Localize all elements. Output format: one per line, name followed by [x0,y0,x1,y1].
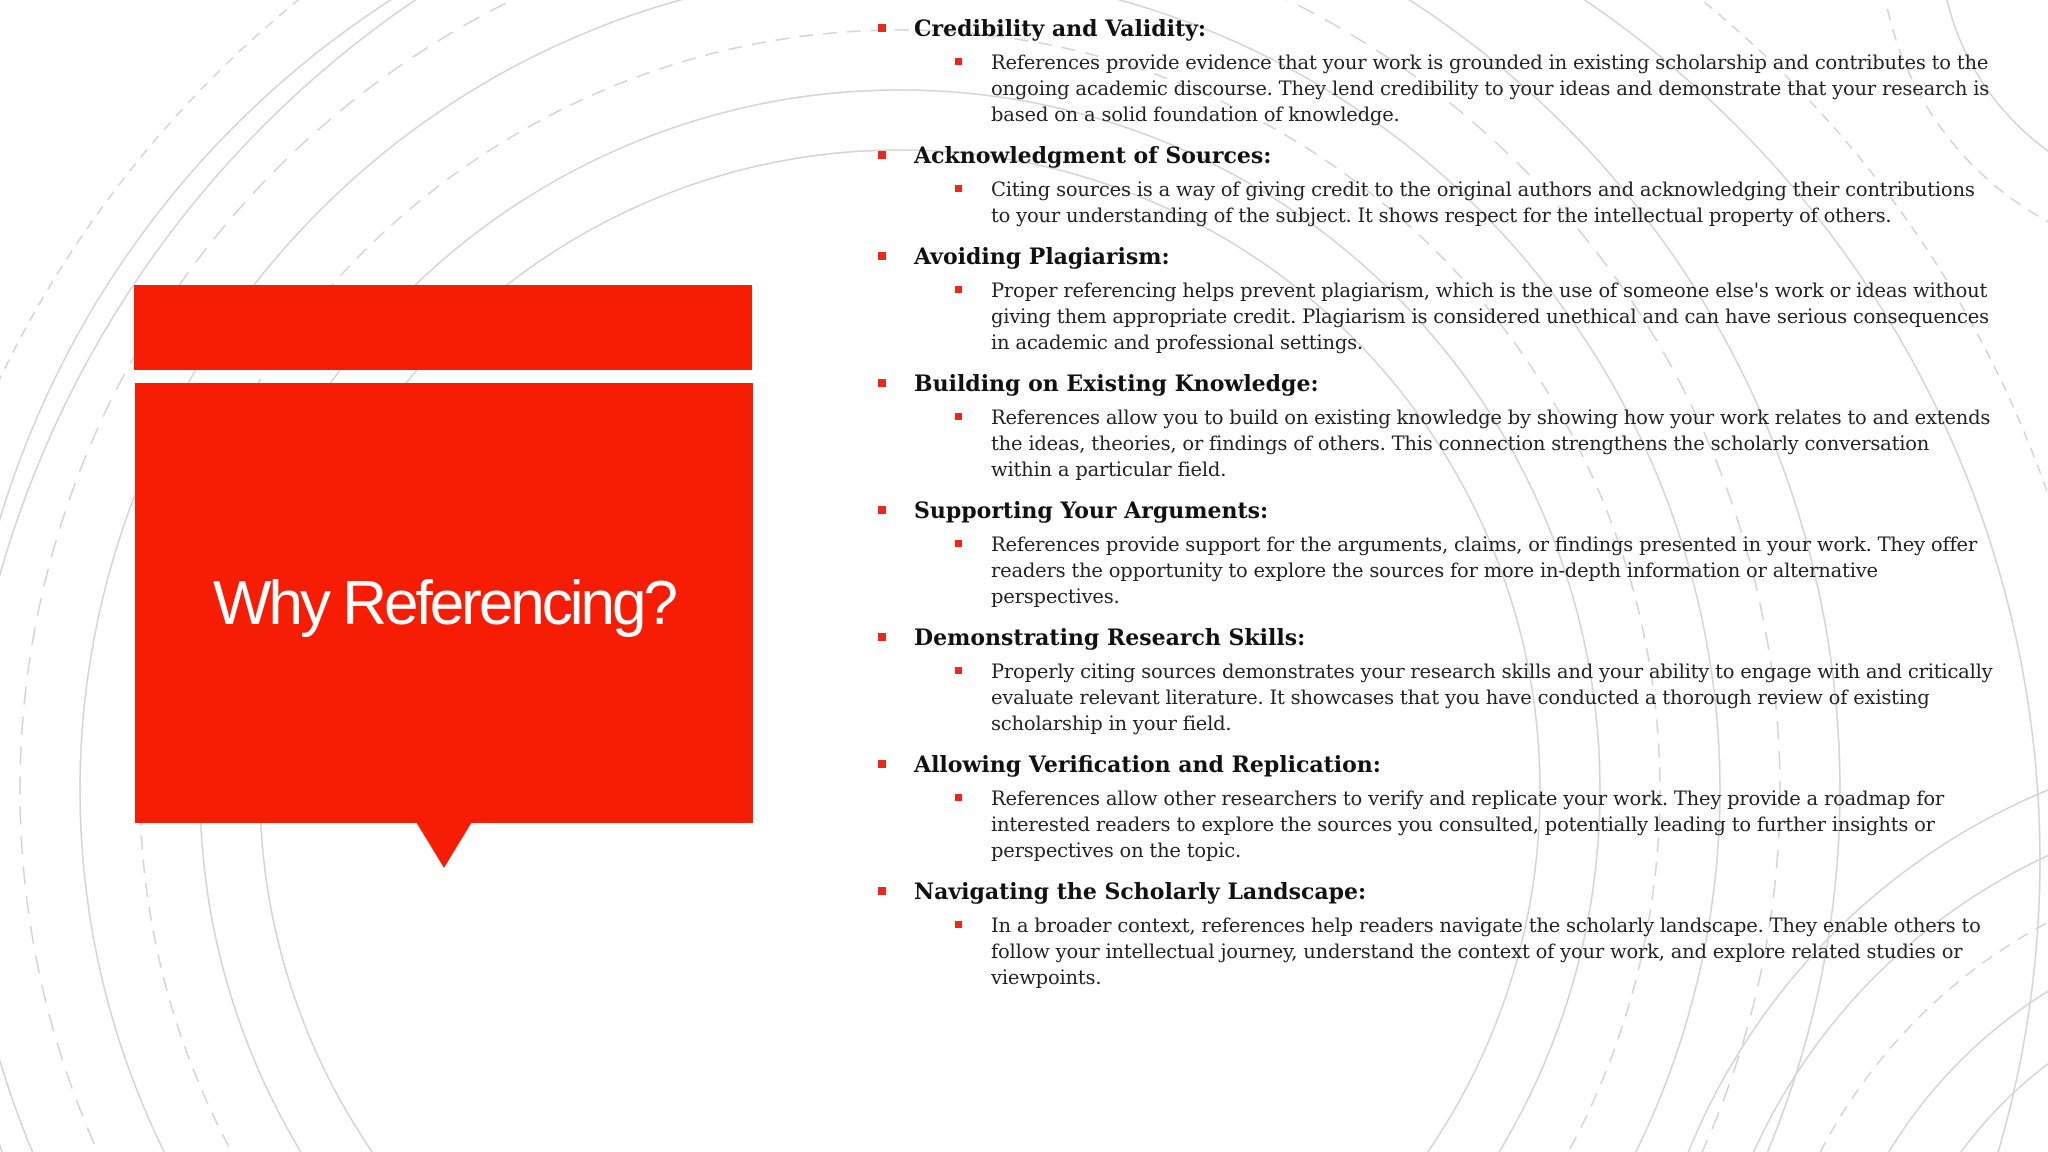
list-item [874,623,1994,737]
point-heading: Allowing Verification and Replication: [914,752,1381,778]
list-item [874,242,1994,356]
list-item [874,750,1994,864]
square-bullet-icon [878,887,886,895]
square-bullet-icon [955,667,962,674]
square-bullet-icon [955,413,962,420]
square-bullet-icon [878,379,886,387]
square-bullet-icon [878,24,886,32]
point-heading: Avoiding Plagiarism: [914,244,1170,270]
point-detail: References allow other researchers to verify and replicate your work. They provide a roadmap for interested readers to explore the sources you consulted, potentially leading to further insights or perspectives on the topic. [991,787,1945,862]
slide-title: Why Referencing? [212,568,676,638]
title-accent-bar [134,285,752,370]
title-panel-pointer [416,822,472,868]
square-bullet-icon [955,185,962,192]
point-detail: References provide evidence that your work is grounded in existing scholarship and contributes to the ongoing academic discourse. They lend credibility to your ideas and demonstrate that your research is based on a solid foundation of knowledge. [991,51,1990,126]
list-item [874,14,1994,128]
point-heading: Navigating the Scholarly Landscape: [914,879,1367,905]
square-bullet-icon [955,921,962,928]
point-heading: Credibility and Validity: [914,16,1207,42]
point-detail: In a broader context, references help readers navigate the scholarly landscape. They enable others to follow your intellectual journey, understand the context of your work, and explore related studies or viewpoints. [991,914,1981,989]
square-bullet-icon [955,58,962,65]
point-heading: Demonstrating Research Skills: [914,625,1306,651]
square-bullet-icon [878,252,886,260]
list-item [874,496,1994,610]
square-bullet-icon [955,540,962,547]
square-bullet-icon [955,794,962,801]
point-detail: Properly citing sources demonstrates your research skills and your ability to engage with and critically evaluate relevant literature. It showcases that you have conducted a thorough review of existing scholarship in your field. [991,660,1993,735]
title-panel [135,383,753,823]
point-detail: References provide support for the arguments, claims, or findings presented in your work. They offer readers the opportunity to explore the sources for more in-depth information or alternative perspectives. [991,533,1977,608]
point-heading: Supporting Your Arguments: [914,498,1269,524]
list-item [874,141,1994,229]
point-heading: Acknowledgment of Sources: [914,143,1272,169]
square-bullet-icon [878,506,886,514]
square-bullet-icon [955,286,962,293]
point-detail: References allow you to build on existing knowledge by showing how your work relates to and extends the ideas, theories, or findings of others. This connection strengthens the scholarly conversation within a particular field. [991,406,1991,481]
point-detail: Citing sources is a way of giving credit to the original authors and acknowledging their contributions to your understanding of the subject. It shows respect for the intellectual property of others. [991,178,1975,227]
square-bullet-icon [878,151,886,159]
square-bullet-icon [878,760,886,768]
list-item [874,877,1994,991]
square-bullet-icon [878,633,886,641]
point-heading: Building on Existing Knowledge: [914,371,1319,397]
point-detail: Proper referencing helps prevent plagiarism, which is the use of someone else's work or ideas without giving them appropriate credit. Plagiarism is considered unethical and can have serious consequences in academic and professional settings. [991,279,1989,354]
list-item [874,369,1994,483]
reasons-list [874,14,1994,1004]
